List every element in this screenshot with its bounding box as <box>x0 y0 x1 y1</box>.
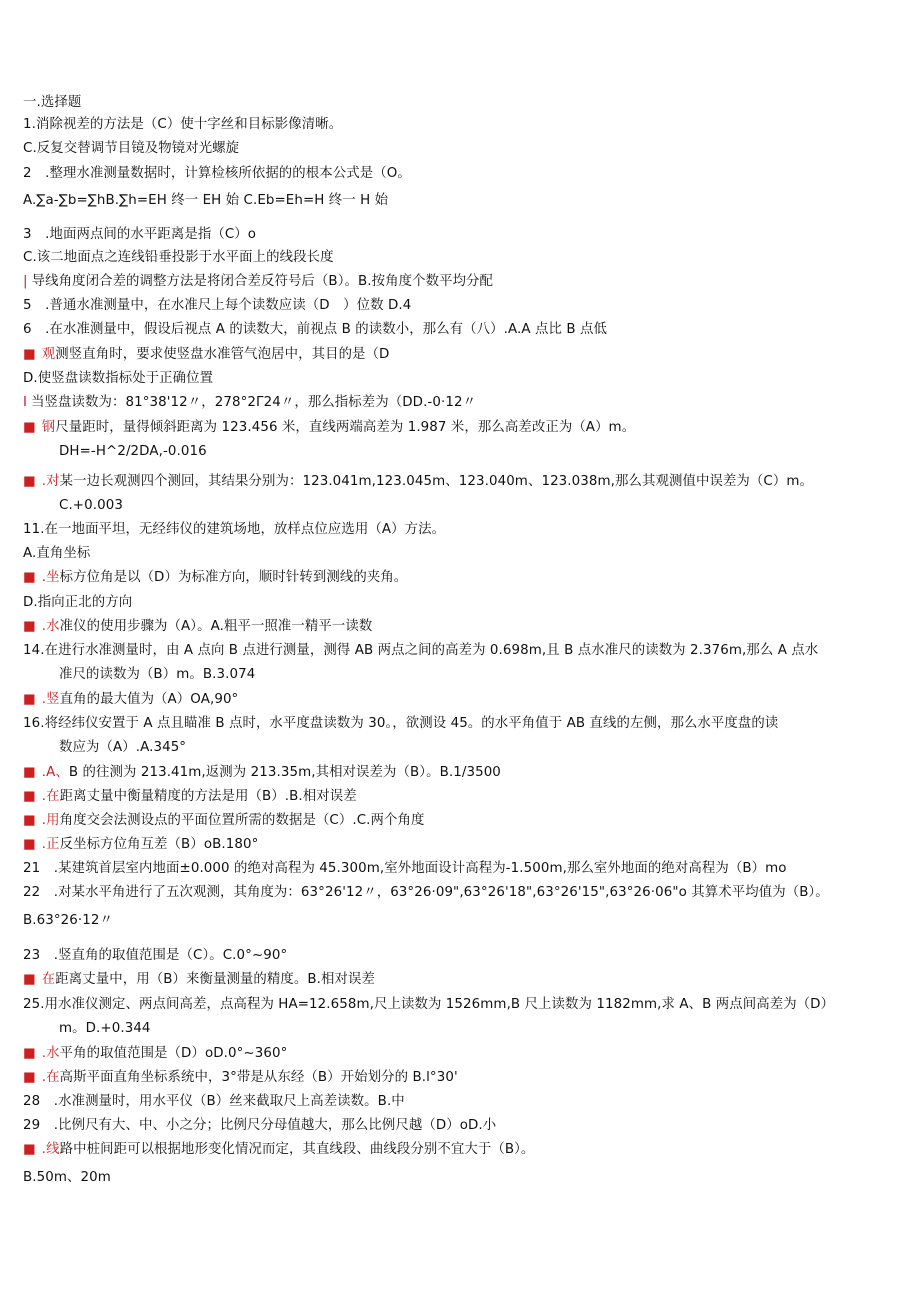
line-text: 22 .对某水平角进行了五次观测，其角度为：63°26'12〃，63°26·09",63°26'18",63°26'15",63°26·06"o 其算术平均值为（B）。 <box>23 885 829 900</box>
highlighted-prefix: 观 <box>41 347 56 362</box>
bullet-marker: | <box>23 274 28 289</box>
line-text: 21 .某建筑首层室内地面±0.000 的绝对高程为 45.300m,室外地面设计高程为-1.500m,那么室外地面的绝对高程为（B）mo <box>23 861 787 876</box>
text-line <box>23 885 829 901</box>
bullet-marker: ■ <box>23 347 36 362</box>
text-line <box>23 1070 458 1086</box>
bullet-marker: ■ <box>23 1142 36 1157</box>
line-text: 数应为（A）.A.345° <box>59 740 187 755</box>
line-text: 准仪的使用步骤为（A）。A.粗平一照准一精平一读数 <box>59 619 373 634</box>
line-text: 1.消除视差的方法是（C）使十字丝和目标影像清晰。 <box>23 117 343 132</box>
line-text: 反坐标方位角互差（B）oB.180° <box>59 837 259 852</box>
highlighted-prefix: .线 <box>41 1142 60 1157</box>
line-text: 距离丈量中，用（B）来衡量测量的精度。B.相对误差 <box>55 972 375 987</box>
highlighted-prefix: .正 <box>41 837 60 852</box>
line-text: 路中桩间距可以根据地形变化情况而定，其直线段、曲线段分别不宜大于（B）。 <box>59 1142 535 1157</box>
text-line <box>23 595 132 611</box>
text-line <box>23 619 372 635</box>
highlighted-prefix: .坐 <box>41 570 60 585</box>
highlighted-prefix: 钢 <box>41 420 56 435</box>
bullet-marker: ■ <box>23 813 36 828</box>
text-line <box>23 250 334 266</box>
text-line <box>23 322 607 338</box>
line-text: D.指向正北的方向 <box>23 595 133 610</box>
line-text: 25.用水准仪测定、两点间高差，点高程为 HA=12.658m,尺上读数为 1526mm,B 尺上读数为 1182mm,求 A、B 两点间高差为（D） <box>23 997 835 1012</box>
bullet-marker: ■ <box>23 619 36 634</box>
text-line <box>23 522 445 538</box>
line-text: 11.在一地面平坦，无经纬仪的建筑场地，放样点位应选用（A）方法。 <box>23 522 446 537</box>
text-line <box>23 371 213 387</box>
text-line <box>23 813 425 829</box>
line-text: 28 .水准测量时，用水平仪（B）丝来截取尺上高差读数。B.中 <box>23 1094 405 1109</box>
bullet-marker: ■ <box>23 474 36 489</box>
highlighted-prefix: .在 <box>41 789 60 804</box>
line-text: A.∑a-∑b=∑hB.∑h=EH 终一 EH 始 C.Eb=Eh=H 终一 H 始 <box>23 193 389 208</box>
text-line <box>59 444 207 460</box>
text-line <box>23 1142 534 1158</box>
text-line <box>23 913 113 929</box>
line-text: 29 .比例尺有大、中、小之分；比例尺分母值越大，那么比例尺越（D）oD.小 <box>23 1118 497 1133</box>
text-line <box>23 1170 111 1186</box>
text-line <box>23 570 407 586</box>
text-line <box>23 997 834 1013</box>
line-text: 23 .竖直角的取值范围是（C）。C.0°~90° <box>23 948 288 963</box>
bullet-marker: ■ <box>23 1046 36 1061</box>
text-line <box>23 395 476 411</box>
text-line <box>59 498 123 514</box>
line-text: 标方位角是以（D）为标准方向，顺时针转到测线的夹角。 <box>59 570 408 585</box>
text-line <box>23 274 493 290</box>
line-text: 距离丈量中衡量精度的方法是用（B）.B.相对误差 <box>59 789 357 804</box>
line-text: 直角的最大值为（A）OA,90° <box>59 692 239 707</box>
bullet-marker: ■ <box>23 1070 36 1085</box>
line-text: C.该二地面点之连线铅垂投影于水平面上的线段长度 <box>23 250 334 265</box>
text-line <box>23 1118 496 1134</box>
line-text: 测竖直角时，要求使竖盘水准管气泡居中，其目的是（D <box>55 347 390 362</box>
line-text: 准尺的读数为（B）m。B.3.074 <box>59 667 256 682</box>
text-line <box>23 861 787 877</box>
text-line <box>23 420 635 436</box>
highlighted-prefix: .A、 <box>41 765 69 780</box>
bullet-marker: ■ <box>23 420 36 435</box>
text-line <box>23 298 411 314</box>
bullet-marker: ■ <box>23 692 36 707</box>
highlighted-prefix: .水 <box>41 619 60 634</box>
highlighted-prefix: .对 <box>41 474 60 489</box>
line-text: B.50m、20m <box>23 1170 111 1185</box>
text-line <box>23 141 239 157</box>
highlighted-prefix: .水 <box>41 1046 60 1061</box>
bullet-marker: ■ <box>23 837 36 852</box>
line-text: 平角的取值范围是（D）oD.0°~360° <box>59 1046 288 1061</box>
text-line <box>59 667 255 683</box>
text-line <box>23 193 388 209</box>
text-line <box>23 227 256 243</box>
line-text: C.+0.003 <box>59 498 123 513</box>
highlighted-prefix: 在 <box>41 972 56 987</box>
text-line <box>23 546 90 562</box>
line-text: 某一边长观测四个测回，其结果分别为：123.041m,123.045m、123.040m、123.038m,那么其观测值中误差为（C）m。 <box>59 474 813 489</box>
text-line <box>23 692 238 708</box>
text-line <box>23 789 357 805</box>
text-line <box>23 972 375 988</box>
highlighted-prefix: .竖 <box>41 692 60 707</box>
text-line <box>23 948 287 964</box>
line-text: 6 .在水准测量中，假设后视点 A 的读数大，前视点 B 的读数小，那么有（八）.A.A 点比 B 点低 <box>23 322 607 337</box>
bullet-marker: ■ <box>23 570 36 585</box>
line-text: D.使竖盘读数指标处于正确位置 <box>23 371 214 386</box>
line-text: DH=-H^2/2DA,-0.016 <box>59 444 207 459</box>
bullet-marker: ■ <box>23 789 36 804</box>
line-text: 3 .地面两点间的水平距离是指（C）o <box>23 227 257 242</box>
line-text: 一.选择题 <box>23 95 82 110</box>
highlighted-prefix: .在 <box>41 1070 60 1085</box>
line-text: 16.将经纬仪安置于 A 点且瞄准 B 点时，水平度盘读数为 30。，欲测设 45。的水平角值于 AB 直线的左侧，那么水平度盘的读 <box>23 716 779 731</box>
line-text: A.直角坐标 <box>23 546 91 561</box>
line-text: B 的往测为 213.41m,返测为 213.35m,其相对误差为（B）。B.1/3500 <box>68 765 501 780</box>
text-line <box>23 95 81 111</box>
line-text: 14.在进行水准测量时，由 A 点向 B 点进行测量，测得 AB 两点之间的高差为 0.698m,且 B 点水准尺的读数为 2.376m,那么 A 点水 <box>23 643 819 658</box>
highlighted-prefix: .用 <box>41 813 60 828</box>
line-text: 角度交会法测设点的平面位置所需的数据是（C）.C.两个角度 <box>59 813 425 828</box>
text-line <box>23 716 778 732</box>
line-text: 尺量距时，量得倾斜距离为 123.456 米，直线两端高差为 1.987 米，那么高差改正为（A）m。 <box>55 420 636 435</box>
text-line <box>59 1021 151 1037</box>
text-line <box>23 117 342 133</box>
line-text: C.反复交替调节目镜及物镜对光螺旋 <box>23 141 240 156</box>
line-text: m。D.+0.344 <box>59 1021 151 1036</box>
bullet-marker: ■ <box>23 972 36 987</box>
line-text: 当竖盘读数为：81°38'12〃，278°2Γ24〃，那么指标差为（DD.-0·12〃 <box>31 395 477 410</box>
text-line <box>23 347 389 363</box>
line-text: 2 .整理水准测量数据时，计算检核所依据的的根本公式是（O。 <box>23 166 411 181</box>
text-line <box>59 740 186 756</box>
text-line <box>23 643 818 659</box>
line-text: 导线角度闭合差的调整方法是将闭合差反符号后（B）。B.按角度个数平均分配 <box>31 274 494 289</box>
text-line <box>23 765 501 781</box>
text-line <box>23 837 258 853</box>
text-line <box>23 474 813 490</box>
line-text: 高斯平面直角坐标系统中，3°带是从东经（B）开始划分的 B.l°30' <box>59 1070 458 1085</box>
line-text: 5 .普通水准测量中，在水准尺上每个读数应读（D ）位数 D.4 <box>23 298 412 313</box>
line-text: B.63°26·12〃 <box>23 913 114 928</box>
text-line <box>23 1094 405 1110</box>
text-line <box>23 166 411 182</box>
bullet-marker: ■ <box>23 765 36 780</box>
text-line <box>23 1046 287 1062</box>
bullet-marker: I <box>23 395 28 410</box>
